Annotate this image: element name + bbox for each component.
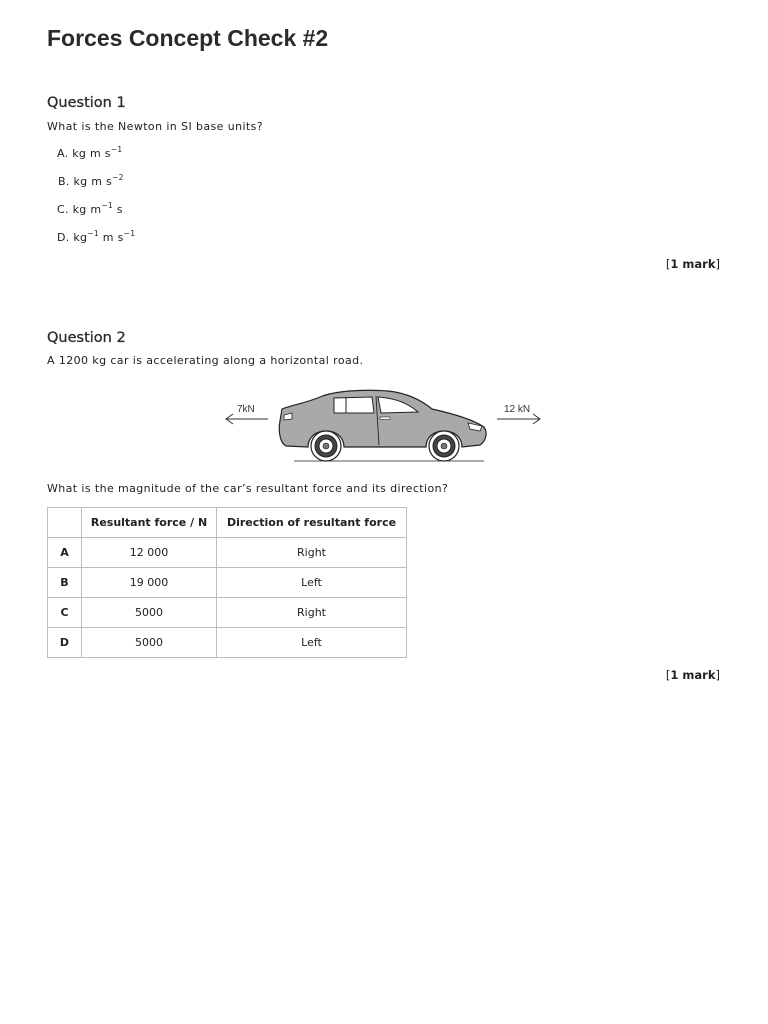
question-2-heading: Question 2	[47, 330, 126, 346]
left-force-label: 7kN	[237, 404, 255, 415]
option-c-base: kg m	[72, 203, 102, 216]
front-wheel-icon	[429, 431, 459, 461]
row-letter: A	[48, 538, 82, 568]
row-force: 19 000	[82, 568, 217, 598]
option-d-letter: D.	[57, 231, 70, 244]
marks-label: 1 mark	[670, 668, 716, 682]
option-c-tail: s	[113, 203, 123, 216]
question-1-marks	[666, 257, 720, 271]
option-b-base: kg m s	[73, 175, 113, 188]
table-row	[48, 628, 407, 658]
row-direction: Right	[217, 598, 407, 628]
answer-table	[47, 507, 407, 658]
option-c-exponent: −1	[101, 201, 113, 210]
table-header-force: Resultant force / N	[82, 508, 217, 538]
row-direction: Left	[217, 628, 407, 658]
marks-close-bracket: ]	[715, 257, 720, 271]
option-d	[57, 231, 135, 244]
option-a-letter: A.	[57, 147, 69, 160]
row-letter: D	[48, 628, 82, 658]
table-header-row	[48, 508, 407, 538]
table-row	[48, 598, 407, 628]
row-force: 5000	[82, 598, 217, 628]
marks-open-bracket: [	[665, 257, 671, 271]
rear-wheel-icon	[311, 431, 341, 461]
table-row	[48, 538, 407, 568]
option-d-exponent-2: −1	[123, 229, 136, 238]
table-header-direction: Direction of resultant force	[217, 508, 407, 538]
table-row	[48, 568, 407, 598]
option-a-exponent: −1	[110, 145, 123, 154]
option-d-base: kg	[73, 231, 88, 244]
right-arrow-icon	[497, 414, 540, 424]
table-header-empty	[48, 508, 82, 538]
car-force-diagram	[222, 385, 544, 465]
row-letter: B	[48, 568, 82, 598]
marks-label: 1 mark	[670, 257, 716, 271]
question-1-heading: Question 1	[47, 95, 126, 111]
question-2-text: A 1200 kg car is accelerating along a horizontal road.	[47, 354, 364, 367]
row-force: 5000	[82, 628, 217, 658]
marks-close-bracket: ]	[715, 668, 720, 682]
question-2-marks	[666, 668, 720, 682]
option-b-letter: B.	[58, 175, 70, 188]
question-2-prompt: What is the magnitude of the car’s resultant force and its direction?	[47, 482, 449, 495]
row-direction: Left	[217, 568, 407, 598]
option-b	[58, 175, 124, 188]
row-force: 12 000	[82, 538, 217, 568]
option-b-exponent: −2	[112, 173, 124, 182]
question-1-text: What is the Newton in SI base units?	[47, 120, 263, 133]
left-arrow-icon	[226, 414, 268, 424]
option-a-base: kg m s	[72, 147, 111, 160]
option-d-exponent-1: −1	[87, 229, 99, 238]
row-letter: C	[48, 598, 82, 628]
option-d-mid: m s	[98, 231, 124, 244]
row-direction: Right	[217, 538, 407, 568]
marks-open-bracket: [	[665, 668, 671, 682]
option-c	[57, 203, 123, 216]
right-force-label: 12 kN	[504, 404, 531, 415]
option-a	[57, 147, 122, 160]
page-title: Forces Concept Check #2	[47, 25, 329, 51]
option-c-letter: C.	[57, 203, 69, 216]
